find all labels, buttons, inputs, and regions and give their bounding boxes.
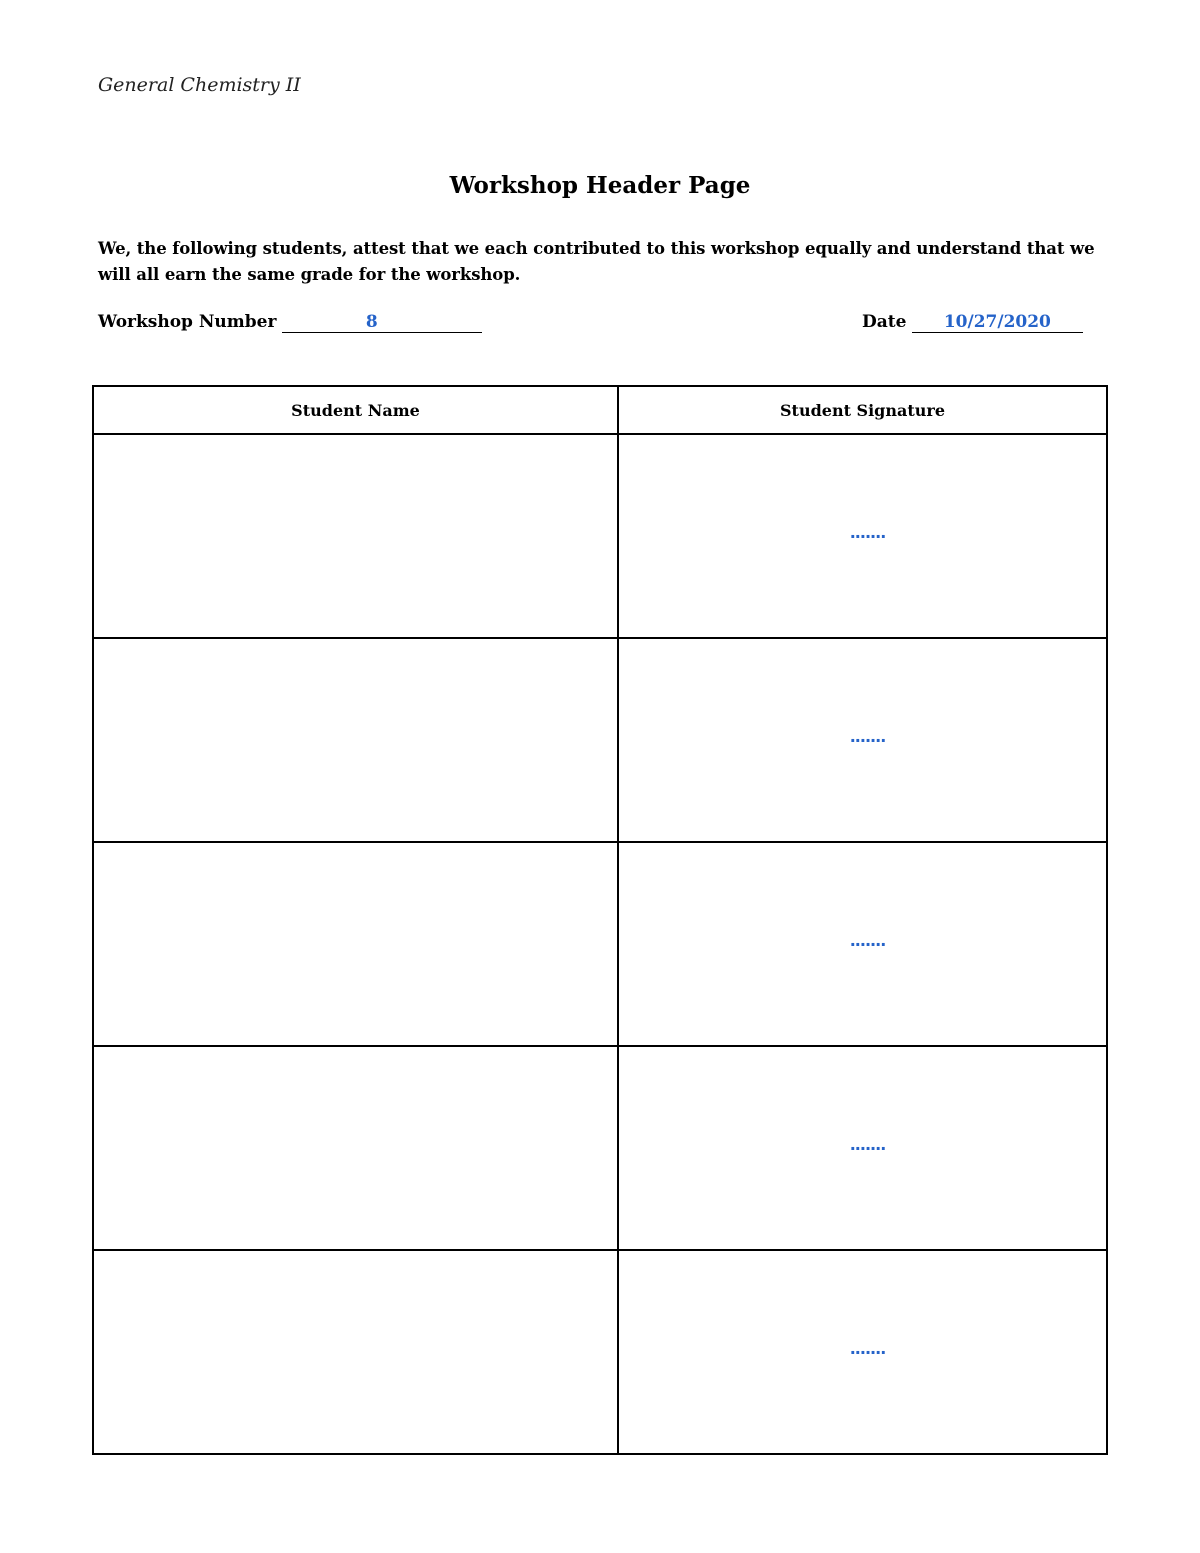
student-name-cell[interactable] bbox=[93, 1046, 618, 1250]
signature-mark: ······· bbox=[849, 1138, 886, 1158]
student-signature-cell[interactable] bbox=[618, 1250, 1107, 1454]
workshop-number-blank[interactable] bbox=[282, 312, 482, 333]
column-header-student-signature: Student Signature bbox=[618, 386, 1107, 434]
course-name: General Chemistry II bbox=[98, 74, 301, 96]
table-row bbox=[93, 638, 1107, 842]
table-header-row bbox=[93, 386, 1107, 434]
student-signature-table bbox=[92, 385, 1108, 1455]
attestation-statement: We, the following students, attest that we each contributed to this workshop equally and understand that we will all earn the same grade for the workshop. bbox=[98, 239, 1095, 284]
table-row bbox=[93, 1250, 1107, 1454]
workshop-number-value: 8 bbox=[365, 312, 378, 332]
student-signature-cell[interactable] bbox=[618, 842, 1107, 1046]
signature-mark: ······· bbox=[849, 1342, 886, 1362]
student-signature-cell[interactable] bbox=[618, 434, 1107, 638]
table-row bbox=[93, 1046, 1107, 1250]
signature-mark: ······· bbox=[849, 934, 886, 954]
signature-mark: ······· bbox=[849, 730, 886, 750]
date-label: Date bbox=[862, 312, 907, 332]
student-name-cell[interactable] bbox=[93, 434, 618, 638]
student-signature-cell[interactable] bbox=[618, 1046, 1107, 1250]
signature-mark: ······· bbox=[849, 526, 886, 546]
column-header-student-name: Student Name bbox=[93, 386, 618, 434]
date-field bbox=[862, 312, 1083, 333]
page-title: Workshop Header Page bbox=[449, 172, 751, 199]
workshop-number-label: Workshop Number bbox=[98, 312, 277, 332]
student-name-cell[interactable] bbox=[93, 1250, 618, 1454]
date-value: 10/27/2020 bbox=[943, 312, 1051, 332]
table-row bbox=[93, 434, 1107, 638]
student-name-cell[interactable] bbox=[93, 638, 618, 842]
workshop-number-field bbox=[98, 312, 482, 333]
date-blank[interactable] bbox=[912, 312, 1083, 333]
table-row bbox=[93, 842, 1107, 1046]
student-name-cell[interactable] bbox=[93, 842, 618, 1046]
student-signature-cell[interactable] bbox=[618, 638, 1107, 842]
